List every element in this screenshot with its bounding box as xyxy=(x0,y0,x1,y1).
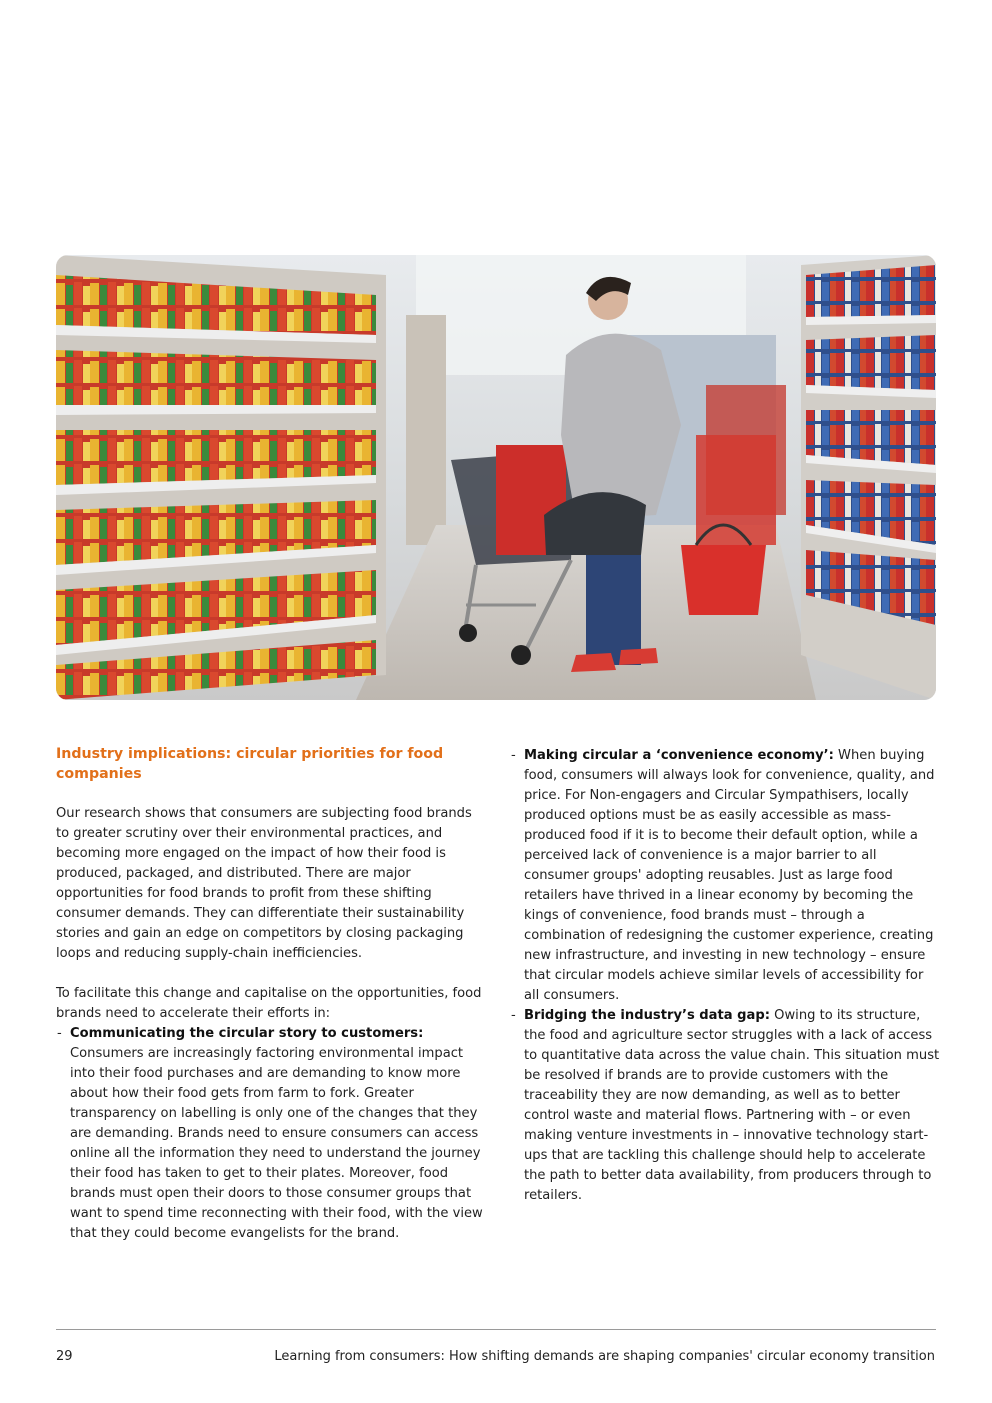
list-item xyxy=(510,1006,940,1206)
supermarket-photo xyxy=(56,255,936,700)
right-column xyxy=(510,746,940,1206)
list-item-text: Consumers are increasingly factoring environmental impact into their food purchases and are demanding to know more about how their food gets from farm to fork. Greater transparency on labelling is only one of the changes that they are demanding. Brands need to ensure consumers can access online all the information they need to understand the journey their food has taken to get to their plates. Moreover, food brands must open their doors to those consumer groups that want to spend time reconnecting with their food, with the view that they could become evangelists for the brand. xyxy=(70,1046,483,1241)
section-heading: Industry implications: circular priorities for food companies xyxy=(56,746,444,782)
list-item-title: Making circular a ‘convenience economy’: xyxy=(524,748,834,763)
footer-title: Learning from consumers: How shifting demands are shaping companies' circular economy transition xyxy=(274,1349,935,1364)
priority-list-left xyxy=(56,1024,486,1244)
list-item-text: Owing to its structure, the food and agriculture sector struggles with a lack of access to quantitative data across the value chain. This situation must be resolved if brands are to provide customers with the traceability they are now demanding, as well as to better control waste and material flows. Partnering with – or even making venture investments in – innovative technology start-ups that are tackling this challenge should help to accelerate the path to better data availability, from producers through to retailers. xyxy=(524,1008,940,1203)
footer-divider xyxy=(56,1329,936,1330)
priority-list-right xyxy=(510,746,940,1206)
list-item xyxy=(510,746,940,1006)
supermarket-illustration xyxy=(56,255,936,700)
efforts-paragraph: To facilitate this change and capitalise on the opportunities, food brands need to accelerate their efforts in: xyxy=(56,986,482,1021)
list-item-text: When buying food, consumers will always look for convenience, quality, and price. For Non-engagers and Circular Sympathisers, locally produced options must be as easily accessible as mass-produced food if it is to become their default option, while a perceived lack of convenience is a major barrier to all consumer groups' adopting reusables. Just as large food retailers have thrived in a linear economy by becoming the kings of convenience, food brands must – through a combination of redesigning the customer experience, creating new infrastructure, and investing in new technology – ensure that circular models achieve similar levels of accessibility for all consumers. xyxy=(524,748,935,1003)
page-number: 29 xyxy=(56,1349,73,1364)
left-column xyxy=(56,744,486,1244)
list-item-title: Communicating the circular story to customers: xyxy=(70,1026,424,1041)
list-item-title: Bridging the industry’s data gap: xyxy=(524,1008,770,1023)
intro-paragraph: Our research shows that consumers are subjecting food brands to greater scrutiny over their environmental practices, and becoming more engaged on the impact of how their food is produced, packaged, and distributed. There are major opportunities for food brands to profit from these shifting consumer demands. They can differentiate their sustainability stories and gain an edge on competitors by closing packaging loops and reducing supply-chain inefficiencies. xyxy=(56,806,472,961)
list-item xyxy=(56,1024,486,1244)
